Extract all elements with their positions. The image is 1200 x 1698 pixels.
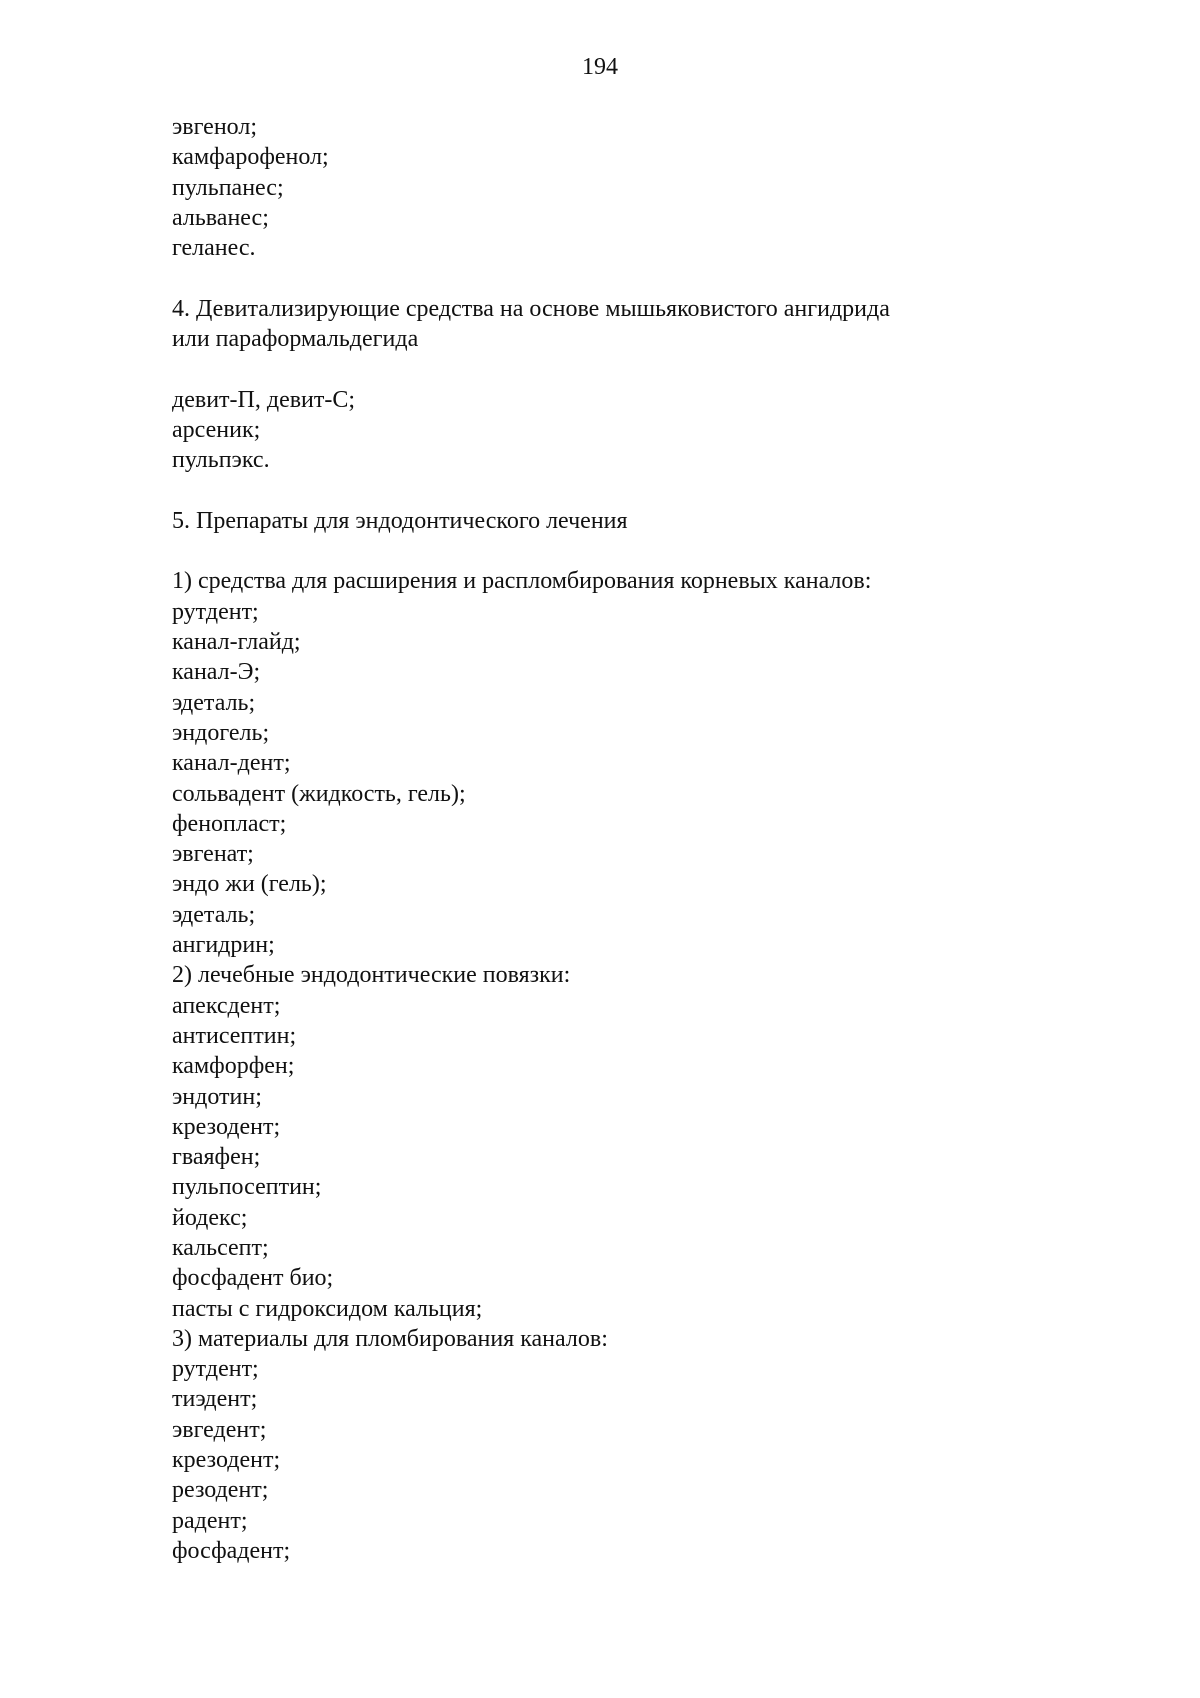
paragraph-gap [172,476,1072,506]
list-item: резодент; [172,1477,269,1504]
list-subheading: 2) лечебные эндодонтические повязки: [172,962,571,989]
medication-list-5 [172,566,1072,1566]
heading-line: или параформальдегида [172,326,419,353]
list-item: эндотин; [172,1083,262,1110]
page-body [172,112,1072,1566]
list-item: канал-Э; [172,659,261,686]
list-item: канал-дент; [172,750,291,777]
list-item: эндогель; [172,719,270,746]
page-number: 194 [582,54,618,80]
list-item: рутдент; [172,1356,259,1383]
list-item: альванес; [172,204,269,231]
list-item: пульпанес; [172,174,284,201]
list-item: тиэдент; [172,1386,258,1413]
list-item: пульпэкс. [172,447,270,474]
list-item: эвгедент; [172,1416,267,1443]
heading-line: 5. Препараты для эндодонтического лечения [172,507,628,534]
list-item: кальсепт; [172,1234,269,1261]
list-item: крезодент; [172,1447,281,1474]
medication-list-4 [172,385,1072,476]
list-item: йодекс; [172,1204,248,1231]
list-item: ангидрин; [172,932,275,959]
list-item: камфарофенол; [172,144,329,171]
list-item: эвгенол; [172,114,257,140]
paragraph-gap [172,536,1072,566]
list-item: эдеталь; [172,901,256,928]
list-item: эдеталь; [172,689,256,716]
list-item: антисептин; [172,1022,297,1049]
list-item: фосфадент; [172,1537,291,1564]
paragraph-gap [172,354,1072,384]
list-subheading: 1) средства для расширения и распломбирования корневых каналов: [172,568,872,595]
list-subheading: 3) материалы для пломбирования каналов: [172,1325,608,1352]
list-item: крезодент; [172,1113,281,1140]
list-item: апексдент; [172,992,281,1019]
section-heading-4 [172,294,1072,355]
list-item: рутдент; [172,598,259,625]
list-item: эндо жи (гель); [172,871,327,898]
list-item: радент; [172,1507,248,1534]
list-item: эвгенат; [172,841,254,868]
heading-line: 4. Девитализирующие средства на основе мышьяковистого ангидрида [172,295,890,322]
list-item: фосфадент био; [172,1265,334,1292]
list-item: девит-П, девит-С; [172,386,356,413]
list-item: сольвадент (жидкость, гель); [172,780,466,807]
list-item: фенопласт; [172,810,287,837]
list-item: геланес. [172,235,256,262]
paragraph-gap [172,263,1072,293]
list-item: камфорфен; [172,1053,295,1080]
list-item: гваяфен; [172,1144,261,1171]
section-heading-5 [172,506,1072,536]
list-item: пульпосептин; [172,1174,322,1201]
list-item: арсеник; [172,416,261,443]
list-item: пасты с гидроксидом кальция; [172,1295,483,1322]
medication-list-1 [172,112,1072,263]
list-item: канал-глайд; [172,629,301,656]
